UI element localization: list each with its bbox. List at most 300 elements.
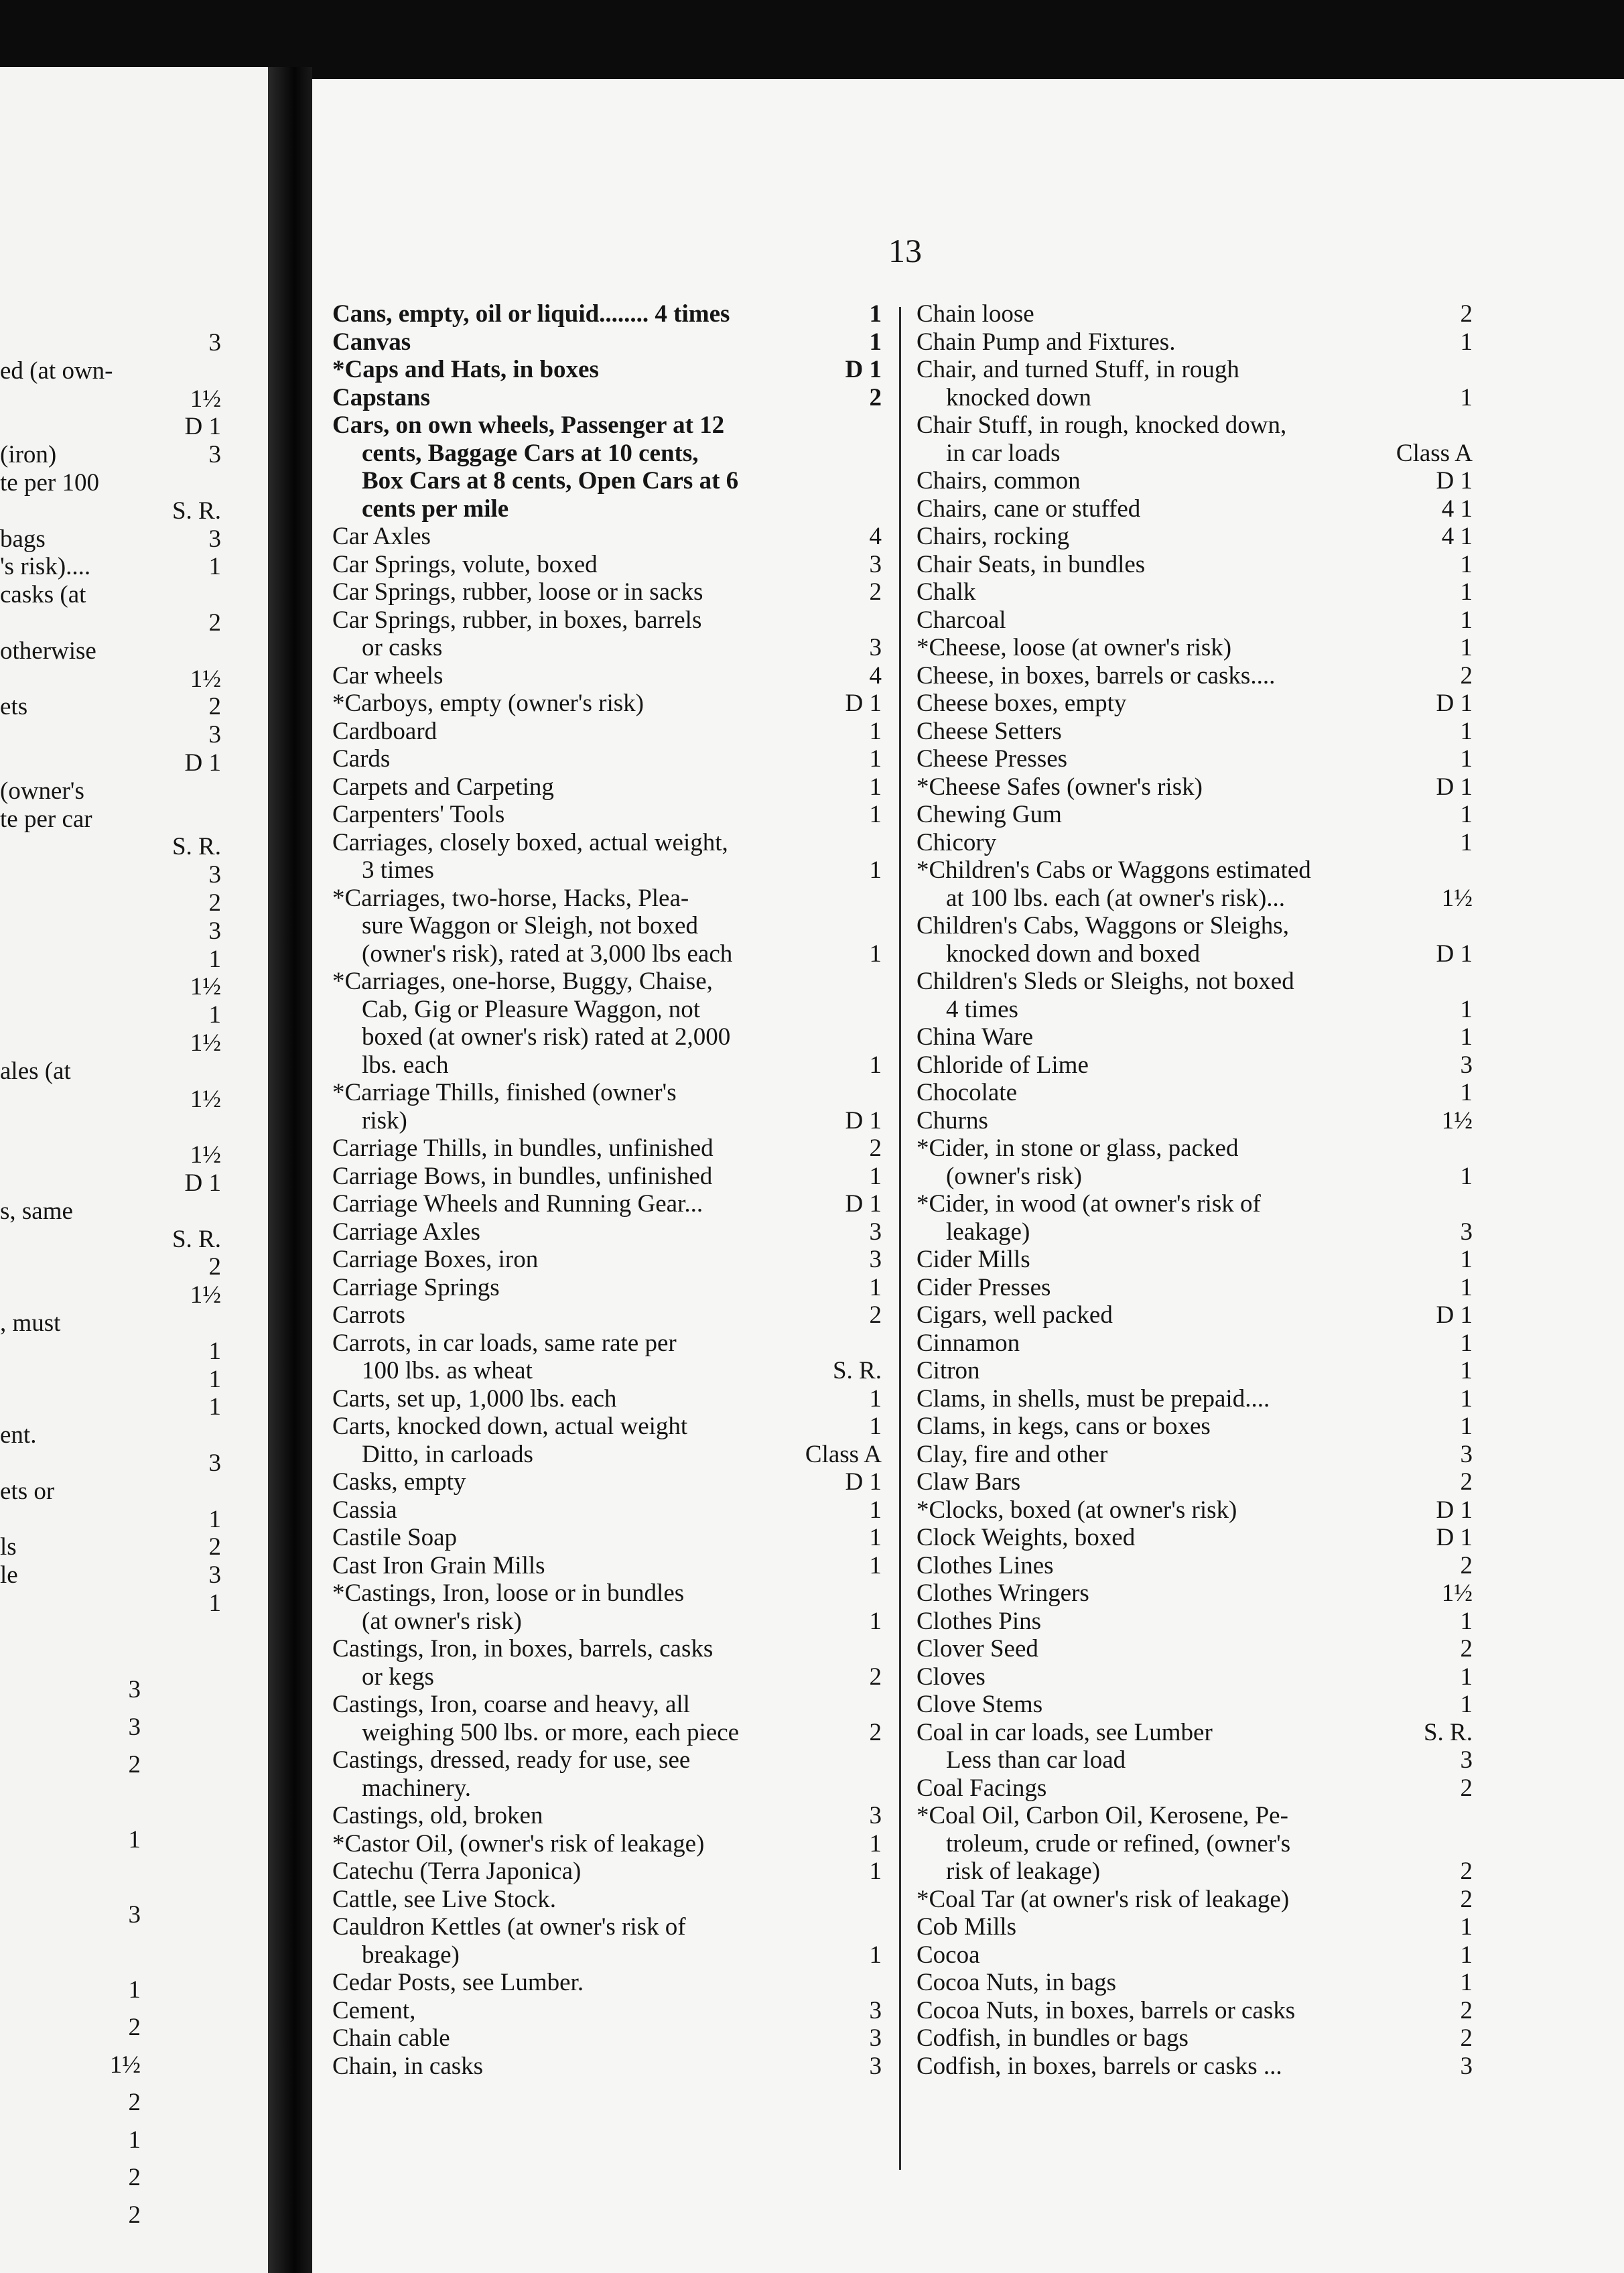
facing-page-text: bags	[0, 525, 46, 553]
facing-page-line	[0, 1533, 268, 1562]
article-name	[917, 1552, 1448, 1580]
article-line: Car wheels	[332, 661, 444, 690]
tariff-entry	[917, 1802, 1473, 1886]
freight-class: 1	[1460, 995, 1473, 1023]
article-name	[917, 1997, 1448, 2025]
facing-page-rate: S. R.	[172, 497, 221, 525]
article-line: Clams, in kegs, cans or boxes	[917, 1413, 1211, 1440]
article-name	[917, 300, 1448, 328]
article-line: Carpets and Carpeting	[332, 773, 554, 801]
facing-page-line	[0, 889, 268, 918]
article-line: *Cider, in stone or glass, packed	[917, 1134, 1239, 1162]
tariff-entry	[332, 745, 882, 773]
article-name	[917, 1886, 1448, 1914]
freight-class: 1	[1460, 1413, 1473, 1440]
article-name	[917, 1635, 1448, 1663]
facing-page-rate: 1	[128, 1976, 141, 2004]
article-name	[332, 1746, 858, 1802]
facing-page-rate: 3	[128, 1676, 141, 1703]
freight-class: Class A	[1396, 439, 1473, 467]
freight-class: 2	[1460, 1996, 1473, 2024]
article-line: Cauldron Kettles (at owner's risk of	[332, 1913, 686, 1941]
facing-page-rate: 3	[208, 721, 221, 749]
tariff-entry	[917, 1274, 1473, 1302]
facing-page-rate: 2	[128, 2164, 141, 2191]
article-name	[332, 1218, 858, 1246]
freight-class: 4	[869, 661, 882, 690]
article-line: Chloride of Lime	[917, 1051, 1089, 1079]
facing-page-line	[0, 1085, 268, 1114]
freight-class: D 1	[845, 1468, 882, 1496]
freight-class: 1	[1460, 328, 1473, 356]
freight-class: 1	[869, 1273, 882, 1301]
article-line: Chain, in casks	[332, 2052, 484, 2080]
article-line: Cheese boxes, empty	[917, 690, 1127, 717]
freight-class: 2	[1460, 661, 1473, 690]
article-name	[917, 2024, 1448, 2053]
article-name	[332, 1913, 858, 1969]
article-line: Cider Mills	[917, 1246, 1030, 1273]
tariff-entry	[917, 856, 1473, 912]
facing-page-rate: 3	[208, 861, 221, 889]
freight-class: 1	[869, 1384, 882, 1413]
tariff-entry	[917, 1579, 1473, 1608]
article-line: Castings, Iron, coarse and heavy, all	[332, 1691, 690, 1718]
article-line: Chalk	[917, 578, 976, 606]
article-line: *Castings, Iron, loose or in bundles	[332, 1579, 685, 1607]
article-line: Chairs, common	[917, 467, 1081, 495]
tariff-entry	[917, 1329, 1473, 1358]
article-name	[917, 411, 1392, 467]
facing-page-line	[0, 2088, 268, 2118]
facing-page-rate: 1	[208, 1001, 221, 1029]
article-name	[917, 662, 1448, 690]
facing-page-line	[0, 1057, 268, 1086]
facing-page-line	[0, 1112, 268, 1142]
tariff-entry	[332, 1635, 882, 1691]
article-name	[332, 2053, 858, 2081]
article-continuation: weighing 500 lbs. or more, each piece	[362, 1718, 740, 1746]
article-line: Cheese Setters	[917, 717, 1062, 745]
article-name	[332, 968, 858, 1079]
tariff-entry	[917, 1691, 1473, 1719]
article-name	[917, 1190, 1448, 1246]
article-line: Cocoa	[917, 1941, 980, 1969]
article-line: China Ware	[917, 1023, 1034, 1051]
article-line: Chocolate	[917, 1079, 1018, 1106]
article-name	[917, 495, 1438, 523]
article-name	[917, 1051, 1448, 1080]
article-line: Cider Presses	[917, 1273, 1051, 1301]
facing-page-line	[0, 1863, 268, 1892]
facing-page-rate: 2	[128, 1751, 141, 1778]
article-line: Coal Facings	[917, 1774, 1047, 1802]
tariff-entry	[917, 411, 1473, 467]
freight-class: 3	[1460, 2052, 1473, 2080]
tariff-entry	[332, 551, 882, 579]
article-name	[917, 829, 1448, 857]
facing-page-rate: 1	[208, 1337, 221, 1365]
tariff-entry	[332, 718, 882, 746]
tariff-entry	[332, 968, 882, 1079]
freight-class: 4	[869, 523, 882, 550]
article-line: Castings, dressed, ready for use, see	[332, 1746, 691, 1774]
article-name	[332, 1468, 841, 1496]
tariff-entry	[332, 1969, 882, 1997]
article-line: *Cheese, loose (at owner's risk)	[917, 634, 1232, 661]
article-name	[332, 885, 858, 968]
freight-class: 1	[869, 1496, 882, 1524]
facing-page-rate: 2	[128, 2089, 141, 2116]
article-line: Citron	[917, 1357, 980, 1384]
article-name	[917, 606, 1448, 635]
article-line: Claw Bars	[917, 1468, 1021, 1496]
article-continuation: knocked down and boxed	[946, 939, 1201, 968]
tariff-entry	[917, 1051, 1473, 1080]
article-line: Car Axles	[332, 523, 431, 550]
tariff-entry	[332, 1746, 882, 1802]
tariff-entry	[917, 1190, 1473, 1246]
freight-class: 2	[1460, 1551, 1473, 1579]
facing-page-text: ets or	[0, 1477, 55, 1505]
article-name	[917, 1274, 1448, 1302]
freight-class: 1	[1460, 578, 1473, 606]
article-name	[332, 1830, 858, 1858]
facing-page-rate: 2	[128, 2014, 141, 2041]
article-line: Carpenters' Tools	[332, 801, 505, 828]
tariff-entry	[917, 551, 1473, 579]
facing-page-line	[0, 972, 268, 1002]
article-name	[917, 1079, 1448, 1107]
tariff-entry	[917, 356, 1473, 411]
article-name	[332, 1163, 858, 1191]
article-name	[917, 1385, 1448, 1413]
facing-page-line	[0, 2051, 268, 2080]
freight-class: 2	[1460, 1858, 1473, 1885]
article-line: *Carriages, two-horse, Hacks, Plea-	[332, 884, 689, 912]
article-line: Cardboard	[332, 717, 437, 745]
facing-page-line	[0, 1365, 268, 1394]
article-line: Cocoa Nuts, in boxes, barrels or casks	[917, 1996, 1296, 2024]
article-name	[917, 356, 1448, 411]
article-line: Less than car load	[946, 1746, 1126, 1774]
freight-class: 1	[1460, 1162, 1473, 1190]
article-name	[917, 912, 1432, 968]
facing-page-line	[0, 497, 268, 526]
tariff-entry	[917, 1468, 1473, 1496]
tariff-entry	[332, 1913, 882, 1969]
article-line: Car Springs, rubber, loose or in sacks	[332, 578, 703, 606]
facing-page-line	[0, 328, 268, 358]
tariff-entry	[332, 1134, 882, 1163]
freight-class: 1	[1460, 1329, 1473, 1357]
article-name	[917, 1913, 1448, 1941]
tariff-entry	[332, 1301, 882, 1329]
tariff-entry	[917, 1913, 1473, 1941]
tariff-entry	[917, 1441, 1473, 1469]
article-continuation: or casks	[362, 634, 443, 661]
article-name	[917, 1774, 1448, 1803]
freight-class: D 1	[1436, 1524, 1473, 1551]
freight-class: 1	[869, 1524, 882, 1551]
article-name	[917, 578, 1448, 606]
article-line: Carts, set up, 1,000 lbs. each	[332, 1384, 617, 1413]
page-number: 13	[888, 232, 922, 269]
freight-class: D 1	[1436, 773, 1473, 801]
article-line: *Cheese Safes (owner's risk)	[917, 773, 1203, 801]
tariff-entry	[917, 1524, 1473, 1552]
tariff-entry	[917, 1246, 1473, 1274]
tariff-entry	[332, 1496, 882, 1524]
facing-page-line	[0, 1449, 268, 1478]
facing-page-text: ed (at own-	[0, 356, 113, 385]
tariff-entry	[332, 1579, 882, 1635]
freight-class: 1	[1460, 383, 1473, 411]
facing-page-line	[0, 1169, 268, 1198]
facing-page-line	[0, 552, 268, 582]
facing-page-text: casks (at	[0, 581, 86, 609]
article-line: Carriage Axles	[332, 1218, 480, 1246]
article-line: Cans, empty, oil or liquid........ 4 times	[332, 300, 730, 328]
article-line: Chicory	[917, 828, 997, 856]
facing-page-line	[0, 1309, 268, 1338]
article-name	[917, 1441, 1448, 1469]
tariff-entry	[917, 495, 1473, 523]
article-line: Cigars, well packed	[917, 1301, 1113, 1329]
article-line: *Children's Cabs or Waggons estimated	[917, 856, 1311, 884]
article-line: Coal in car loads, see Lumber	[917, 1718, 1213, 1746]
freight-class: D 1	[1436, 1301, 1473, 1329]
article-name	[917, 1579, 1438, 1608]
article-line: *Coal Tar (at owner's risk of leakage)	[917, 1885, 1290, 1913]
facing-page-rate: 1½	[190, 1281, 221, 1309]
freight-class: 3	[869, 2052, 882, 2080]
tariff-entry	[332, 690, 882, 718]
page-right	[312, 79, 1624, 2273]
facing-page-line	[0, 637, 268, 666]
freight-class: D 1	[1436, 1496, 1473, 1524]
facing-page-rate: 1	[208, 945, 221, 973]
article-line: Codfish, in boxes, barrels or casks ...	[917, 2052, 1282, 2080]
facing-page-rate: 1	[208, 553, 221, 581]
article-line: Clothes Wringers	[917, 1579, 1089, 1607]
facing-page-rate: 1½	[190, 1085, 221, 1113]
article-name	[917, 745, 1448, 773]
article-continuation: sure Waggon or Sleigh, not boxed	[362, 912, 698, 939]
article-name	[332, 1190, 841, 1218]
facing-page-line	[0, 1337, 268, 1366]
freight-class: 1	[1460, 1384, 1473, 1413]
facing-page-line	[0, 1825, 268, 1855]
article-name	[332, 1579, 858, 1635]
article-name	[332, 690, 841, 718]
article-line: Canvas	[332, 328, 411, 356]
facing-page-rate: 1½	[190, 385, 221, 413]
article-line: Cob Mills	[917, 1913, 1017, 1941]
tariff-entry	[917, 1385, 1473, 1413]
article-continuation: (at owner's risk)	[362, 1607, 522, 1635]
facing-page-rate: 3	[208, 441, 221, 469]
freight-class: 1	[869, 1162, 882, 1190]
tariff-entry	[917, 662, 1473, 690]
facing-page-rate: 3	[208, 1561, 221, 1589]
article-line: Carrots, in car loads, same rate per	[332, 1329, 677, 1357]
tariff-entry	[332, 773, 882, 801]
tariff-entry	[917, 912, 1473, 968]
tariff-entry	[917, 745, 1473, 773]
tariff-entry	[917, 1107, 1473, 1135]
article-name	[917, 1969, 1448, 1997]
tariff-entry	[917, 523, 1473, 551]
article-line: Chairs, cane or stuffed	[917, 495, 1141, 523]
article-line: Cassia	[332, 1496, 397, 1524]
tariff-entry	[917, 829, 1473, 857]
article-continuation: (owner's risk), rated at 3,000 lbs each	[362, 939, 733, 968]
tariff-column-a	[332, 300, 882, 2080]
article-continuation: cents per mile	[362, 495, 509, 523]
tariff-entry	[917, 1719, 1473, 1747]
tariff-entry	[332, 662, 882, 690]
tariff-entry	[332, 1441, 882, 1469]
tariff-entry	[917, 718, 1473, 746]
tariff-entry	[917, 1746, 1473, 1774]
article-name	[917, 718, 1448, 746]
facing-page-rate: 3	[208, 525, 221, 553]
facing-page-text: te per car	[0, 805, 92, 833]
facing-page-rate: 1	[128, 2126, 141, 2154]
article-name	[917, 1608, 1448, 1636]
article-line: Castile Soap	[332, 1524, 458, 1551]
freight-class: 3	[869, 634, 882, 661]
tariff-entry	[332, 300, 882, 328]
facing-page-rate: 1	[208, 1393, 221, 1421]
freight-class: 2	[1460, 1635, 1473, 1663]
article-name	[917, 856, 1438, 912]
freight-class: 1	[1460, 1969, 1473, 1996]
freight-class: 1	[869, 1858, 882, 1885]
article-line: Carriage Springs	[332, 1273, 500, 1301]
article-name	[917, 634, 1448, 662]
article-line: Ditto, in carloads	[362, 1440, 533, 1468]
tariff-entry	[917, 773, 1473, 801]
article-name	[332, 411, 858, 523]
article-line: Children's Sleds or Sleighs, not boxed	[917, 968, 1294, 995]
freight-class: D 1	[1436, 690, 1473, 717]
freight-class: 1	[869, 328, 882, 356]
freight-class: 1	[869, 1829, 882, 1858]
article-line: Clothes Pins	[917, 1607, 1042, 1635]
article-continuation: at 100 lbs. each (at owner's risk)...	[946, 884, 1286, 912]
facing-page-line	[0, 1750, 268, 1780]
facing-page-text: te per 100	[0, 469, 99, 497]
freight-class: 2	[1460, 1468, 1473, 1496]
facing-page-line	[0, 1788, 268, 1817]
facing-page-text: ls	[0, 1533, 17, 1561]
article-line: *Carriage Thills, finished (owner's	[332, 1079, 677, 1106]
article-continuation: lbs. each	[362, 1051, 449, 1079]
article-name	[332, 718, 858, 746]
tariff-entry	[917, 2053, 1473, 2081]
facing-page-line	[0, 2163, 268, 2193]
facing-page-line	[0, 1713, 268, 1742]
article-name	[332, 384, 858, 412]
freight-class: 1	[1460, 1273, 1473, 1301]
facing-page-rate: 3	[208, 329, 221, 356]
article-name	[332, 1691, 858, 1746]
article-name	[917, 1663, 1448, 1691]
article-name	[332, 1858, 858, 1886]
facing-page-line	[0, 1029, 268, 1058]
article-line: Cement,	[332, 1996, 416, 2024]
tariff-entry	[332, 2024, 882, 2053]
article-line: Carriage Thills, in bundles, unfinished	[332, 1134, 714, 1162]
freight-class: 1½	[1441, 884, 1473, 912]
freight-class: S. R.	[832, 1357, 882, 1384]
article-line: *Caps and Hats, in boxes	[332, 356, 599, 383]
article-name	[917, 1468, 1448, 1496]
article-line: Clock Weights, boxed	[917, 1524, 1136, 1551]
tariff-entry	[917, 2024, 1473, 2053]
article-line: Charcoal	[917, 606, 1006, 634]
article-line: Catechu (Terra Japonica)	[332, 1858, 582, 1885]
facing-page-line	[0, 692, 268, 722]
freight-class: 3	[869, 2024, 882, 2052]
article-line: Carts, knocked down, actual weight	[332, 1413, 688, 1440]
article-line: Capstans	[332, 383, 430, 411]
article-name	[332, 1301, 858, 1329]
article-line: Cocoa Nuts, in bags	[917, 1969, 1117, 1996]
facing-page-rate: 2	[208, 889, 221, 917]
facing-page-rate: 2	[128, 2201, 141, 2229]
facing-page-line	[0, 1505, 268, 1535]
freight-class: 2	[1460, 300, 1473, 328]
article-line: Chairs, rocking	[917, 523, 1070, 550]
article-name	[917, 1107, 1438, 1135]
facing-page-line	[0, 1252, 268, 1282]
tariff-entry	[917, 1413, 1473, 1441]
freight-class: 3	[869, 1802, 882, 1829]
article-name	[917, 1246, 1448, 1274]
article-continuation: cents, Baggage Cars at 10 cents,	[362, 439, 699, 467]
freight-class: 3	[869, 550, 882, 578]
article-name	[332, 1274, 858, 1302]
facing-page-rate: 2	[208, 1253, 221, 1281]
article-name	[332, 1246, 858, 1274]
facing-page-line	[0, 1477, 268, 1506]
article-continuation: knocked down	[946, 383, 1091, 411]
tariff-entry	[917, 1079, 1473, 1107]
facing-page-line	[0, 1975, 268, 2005]
article-name	[332, 356, 841, 384]
freight-class: Class A	[805, 1440, 882, 1468]
freight-class: 1	[1460, 606, 1473, 634]
article-name	[917, 1746, 1448, 1774]
article-name	[917, 1023, 1448, 1051]
article-name	[332, 773, 858, 801]
article-name	[917, 1719, 1420, 1747]
freight-class: 1	[1460, 828, 1473, 856]
freight-class: 1	[1460, 1246, 1473, 1273]
tariff-entry	[917, 578, 1473, 606]
article-line: *Cider, in wood (at owner's risk of	[917, 1190, 1261, 1218]
freight-class: 4 1	[1441, 523, 1473, 550]
article-name	[332, 829, 858, 885]
article-line: Chair Seats, in bundles	[917, 550, 1146, 578]
freight-class: 2	[869, 1134, 882, 1162]
freight-class: 3	[869, 1996, 882, 2024]
freight-class: 1	[1460, 1691, 1473, 1718]
article-name	[332, 1524, 858, 1552]
